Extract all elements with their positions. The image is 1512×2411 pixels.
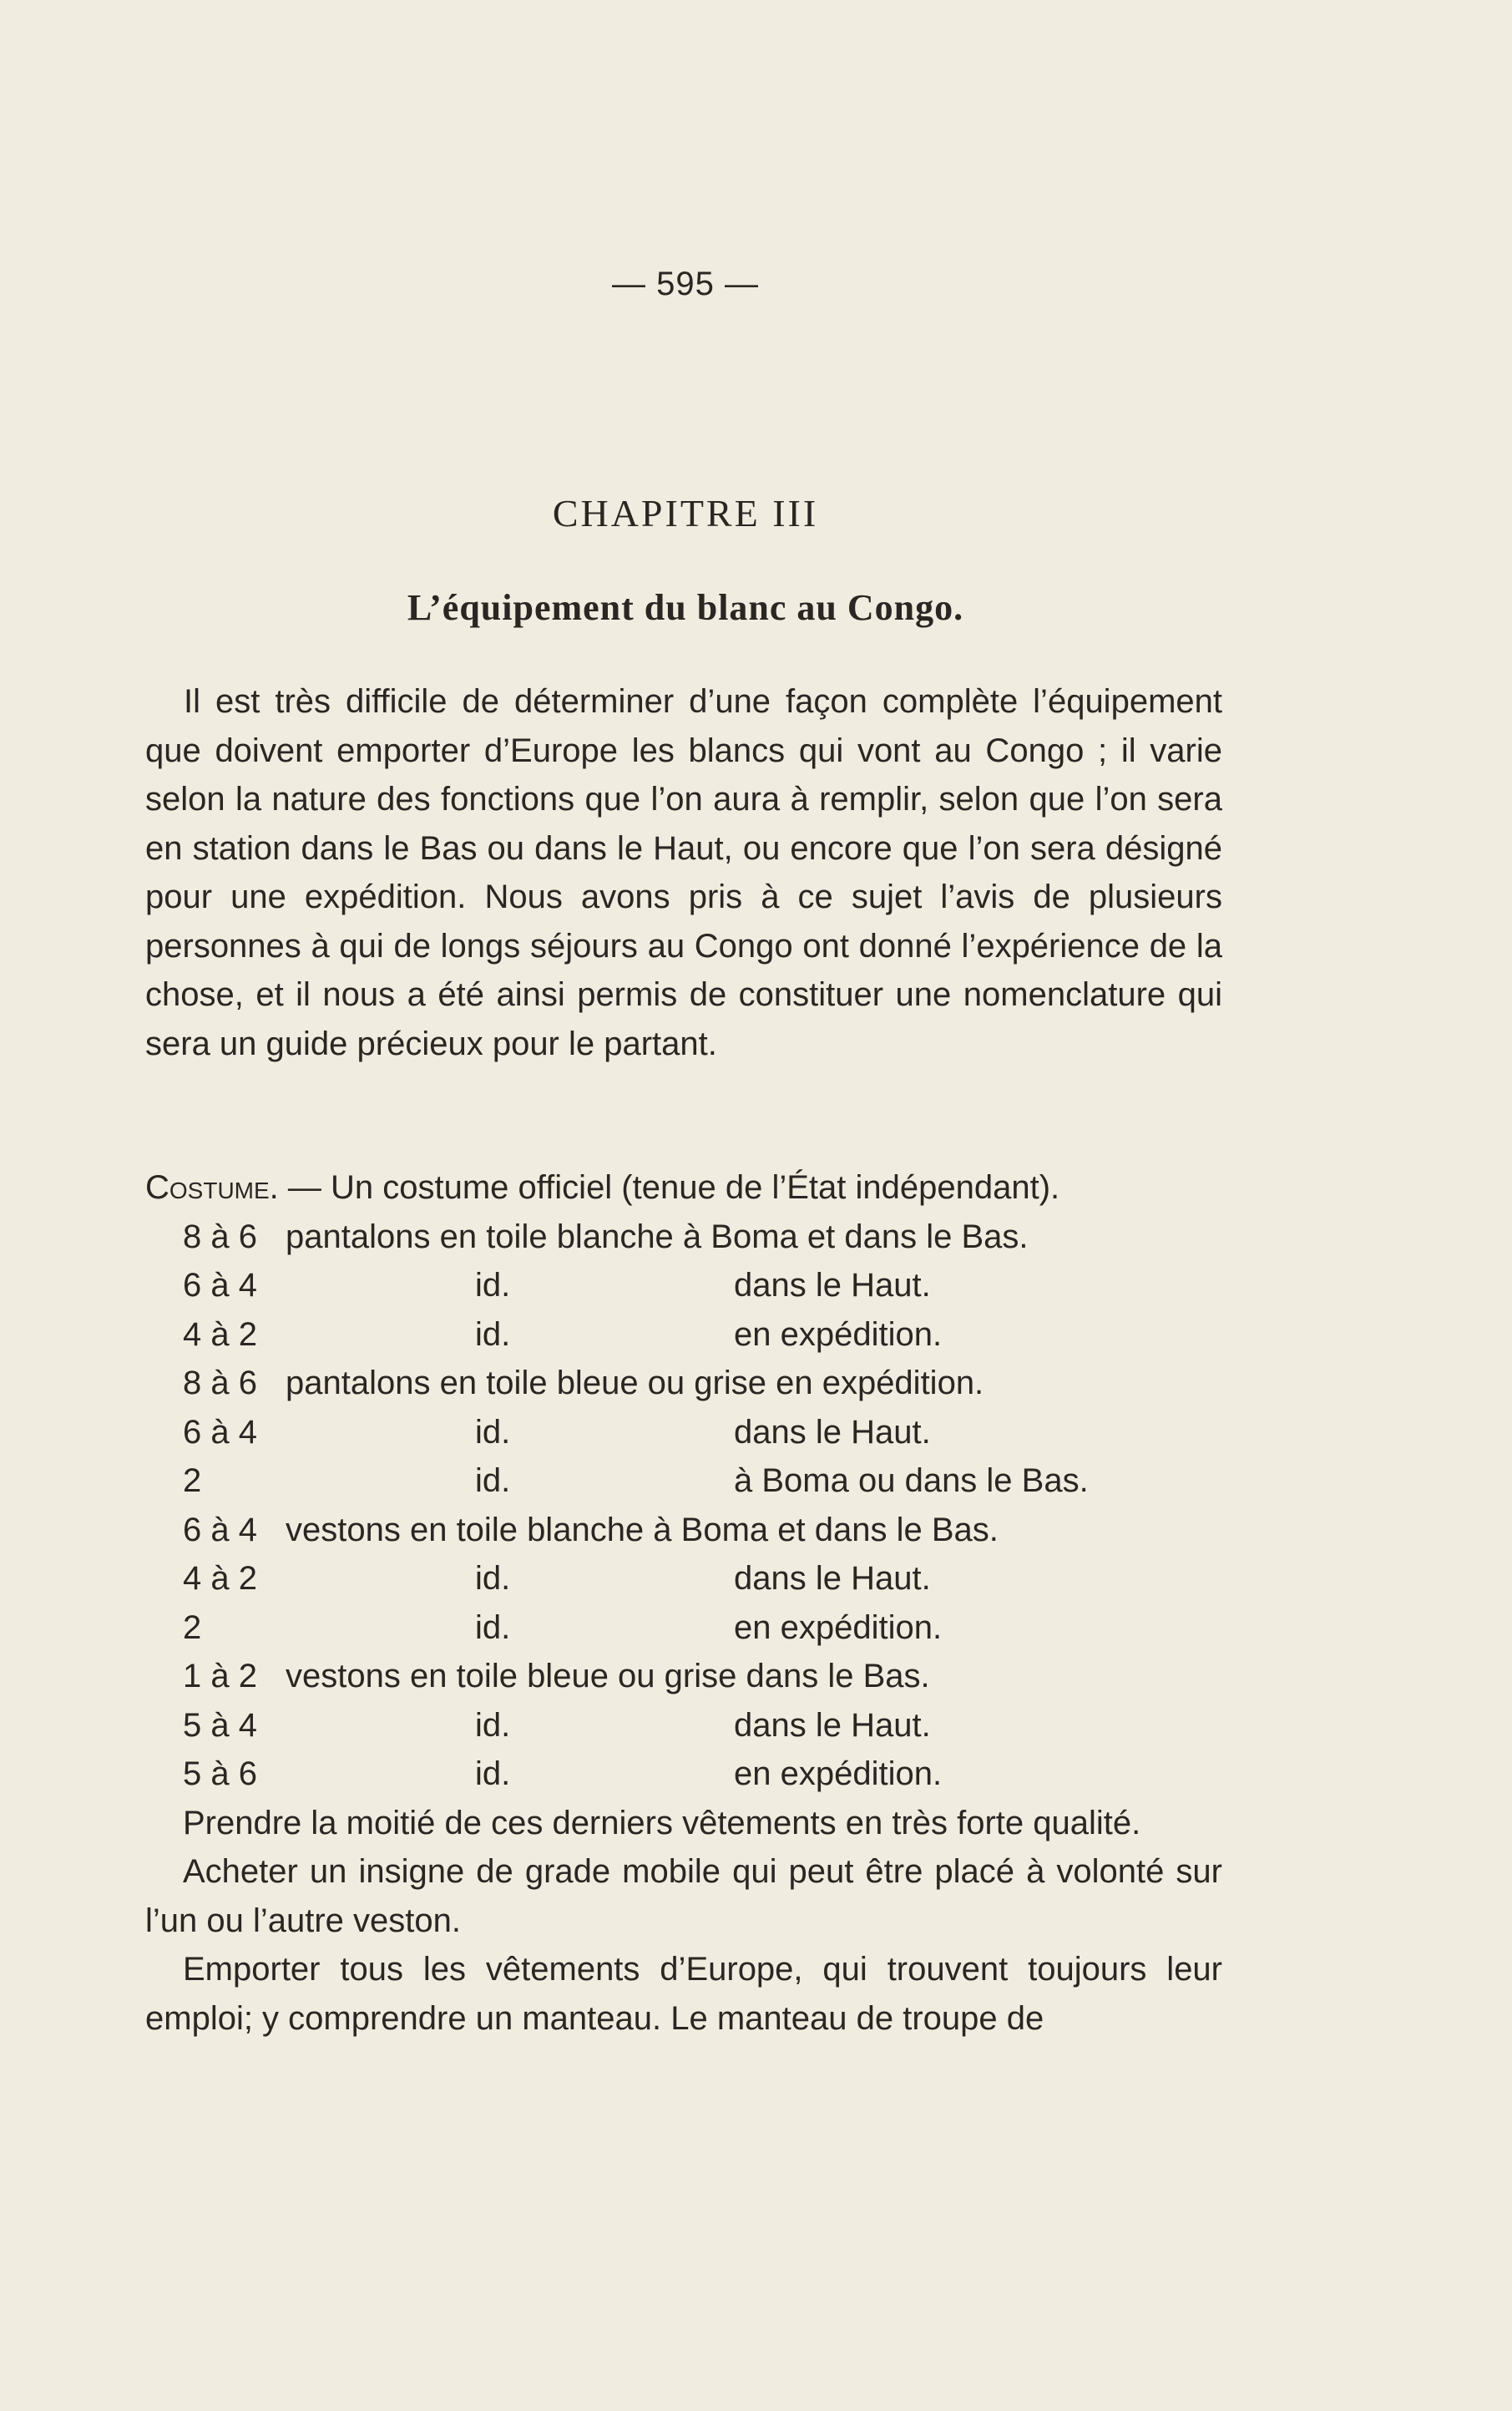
row-quantity: 8 à 6 bbox=[183, 1218, 257, 1255]
row-idem: id. bbox=[475, 1755, 511, 1792]
paragraph-quality: Prendre la moitié de ces derniers vêtements en très forte qualité. bbox=[183, 1804, 1141, 1841]
chapter-subtitle: L’équipement du blanc au Congo. bbox=[407, 587, 964, 628]
row-description: pantalons en toile blanche à Boma et dans le Bas. bbox=[286, 1218, 1029, 1255]
row-location: dans le Haut. bbox=[734, 1560, 931, 1597]
costume-row bbox=[145, 1213, 1222, 1262]
costume-row bbox=[145, 1506, 1222, 1555]
row-idem: id. bbox=[475, 1462, 511, 1499]
row-quantity: 8 à 6 bbox=[183, 1365, 257, 1401]
page-number: — 595 — bbox=[612, 266, 759, 302]
chapter-heading: CHAPITRE III bbox=[552, 492, 819, 534]
row-quantity: 4 à 2 bbox=[183, 1560, 257, 1597]
costume-row bbox=[145, 1310, 1222, 1360]
row-quantity: 2 bbox=[183, 1462, 202, 1499]
row-description: pantalons en toile bleue ou grise en expédition. bbox=[286, 1365, 984, 1401]
row-quantity: 5 à 6 bbox=[183, 1755, 257, 1792]
row-idem: id. bbox=[475, 1560, 511, 1597]
costume-row bbox=[145, 1359, 1222, 1408]
intro-section bbox=[145, 677, 1222, 1068]
row-quantity: 1 à 2 bbox=[183, 1658, 257, 1694]
row-location: dans le Haut. bbox=[734, 1413, 931, 1451]
costume-row bbox=[145, 1456, 1222, 1506]
costume-row bbox=[145, 1408, 1222, 1457]
costume-intro-text: — Un costume officiel (tenue de l’État indépendant). bbox=[278, 1169, 1060, 1206]
row-location: en expédition. bbox=[734, 1315, 943, 1353]
row-idem: id. bbox=[475, 1267, 511, 1304]
row-idem: id. bbox=[475, 1706, 511, 1744]
row-location: à Boma ou dans le Bas. bbox=[734, 1462, 1089, 1499]
costume-label: Costume. bbox=[145, 1169, 279, 1206]
row-description: vestons en toile bleue ou grise dans le Bas. bbox=[286, 1658, 930, 1694]
costume-row bbox=[145, 1652, 1222, 1701]
row-quantity: 4 à 2 bbox=[183, 1315, 257, 1353]
row-idem: id. bbox=[475, 1413, 511, 1451]
costume-row bbox=[145, 1701, 1222, 1750]
row-location: en expédition. bbox=[734, 1755, 943, 1792]
row-description: vestons en toile blanche à Boma et dans le Bas. bbox=[286, 1511, 999, 1548]
row-location: dans le Haut. bbox=[734, 1706, 931, 1744]
costume-heading-line bbox=[145, 1163, 1222, 1213]
row-quantity: 6 à 4 bbox=[183, 1413, 257, 1451]
intro-paragraph: Il est très difficile de déterminer d’une façon complète l’équipement que doivent emporter d’Europe les blancs qui vont au Congo ; il varie selon la nature des fonctions que l’on aura à remplir, selon que l’on sera en station dans le Bas ou dans le Haut, ou encore que l’on sera désigné pour une expédition. Nous avons pris à ce sujet l’avis de plusieurs personnes à qui de longs séjours au Congo ont donné l’expérience de la chose, et il nous a été ainsi permis de constituer une nomenclature qui sera un guide précieux pour le partant. bbox=[145, 683, 1222, 1062]
costume-row bbox=[145, 1750, 1222, 1799]
row-idem: id. bbox=[475, 1608, 511, 1646]
row-location: dans le Haut. bbox=[734, 1267, 931, 1304]
row-quantity: 6 à 4 bbox=[183, 1511, 257, 1548]
row-quantity: 5 à 4 bbox=[183, 1706, 257, 1744]
costume-row bbox=[145, 1603, 1222, 1653]
row-quantity: 6 à 4 bbox=[183, 1267, 257, 1304]
paragraph-clothing: Emporter tous les vêtements d’Europe, qui trouvent toujours leur emploi; y comprendre un manteau. Le manteau de troupe de bbox=[145, 1951, 1222, 2037]
costume-list bbox=[145, 1213, 1222, 1799]
costume-row bbox=[145, 1554, 1222, 1603]
row-idem: id. bbox=[475, 1315, 511, 1353]
costume-row bbox=[145, 1261, 1222, 1310]
costume-section bbox=[145, 1163, 1222, 2043]
paragraph-insignia: Acheter un insigne de grade mobile qui peut être placé à volonté sur l’un ou l’autre veston. bbox=[145, 1853, 1222, 1939]
row-location: en expédition. bbox=[734, 1608, 943, 1646]
row-quantity: 2 bbox=[183, 1608, 202, 1646]
